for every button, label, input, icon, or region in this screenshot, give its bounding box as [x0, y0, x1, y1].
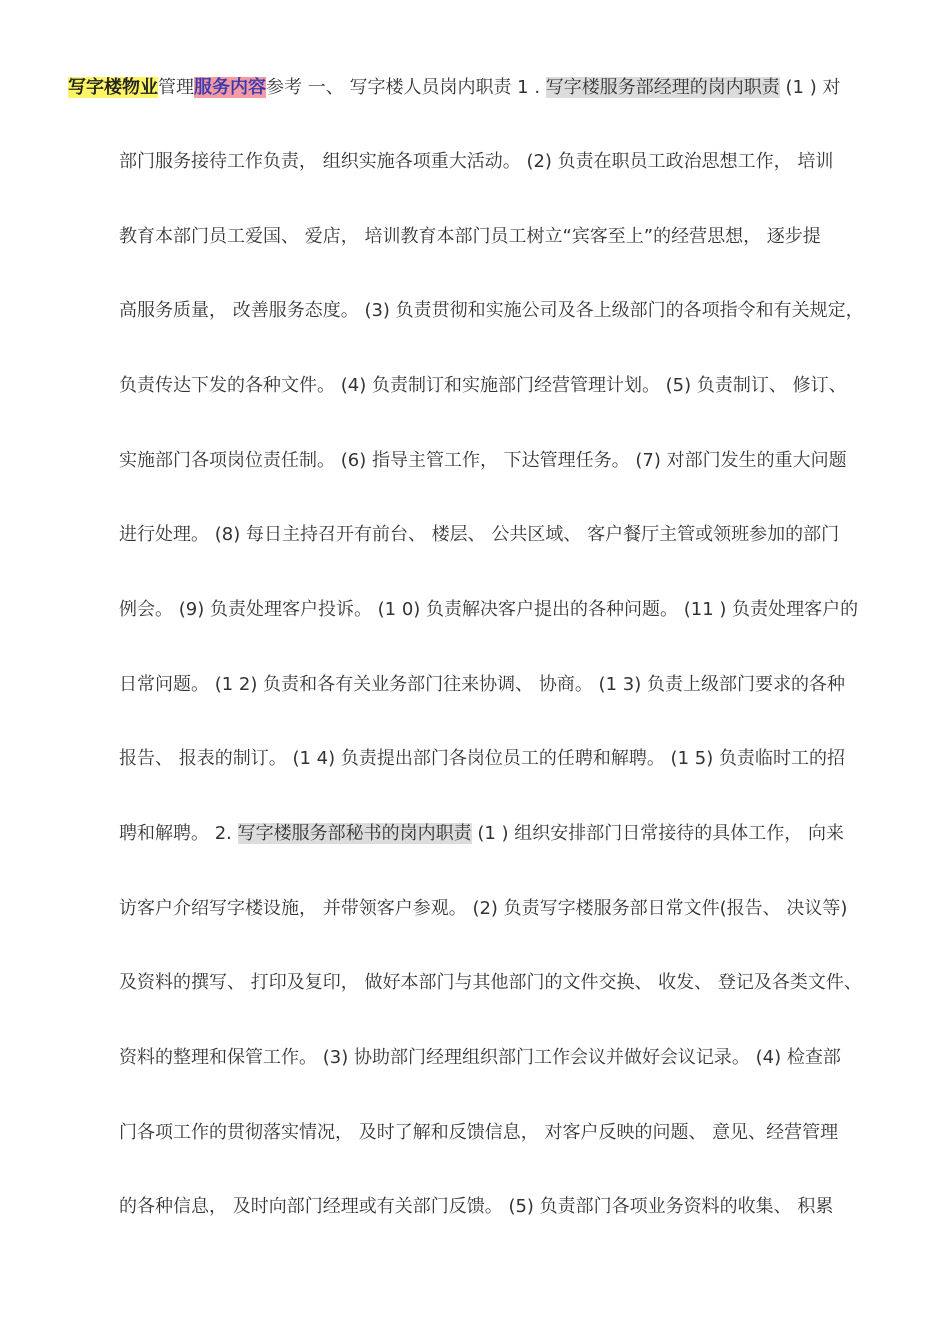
section-heading-secretary-duties: 写字楼服务部秘书的岗内职责 [237, 823, 472, 844]
section-heading-manager-duties: 写字楼服务部经理的岗内职责 [545, 77, 780, 98]
text-line-13: 及资料的撰写、 打印及复印， 做好本部门与其他部门的文件交换、 收发、 登记及各类文件、 [119, 972, 862, 993]
text-line-5: 负责传达下发的各种文件。 (4) 负责制订和实施部门经营管理计划。 (5) 负责制订、 修订、 [119, 375, 847, 396]
text-segment: (1 ) 组织安排部门日常接待的具体工作， 向来 [471, 823, 845, 844]
text-line-6: 实施部门各项岗位责任制。 (6) 指导主管工作， 下达管理任务。 (7) 对部门发生的重大问题 [119, 450, 847, 471]
text-line-12: 访客户介绍写字楼设施， 并带领客户参观。 (2) 负责写字楼服务部日常文件(报告、 决议等) [119, 898, 848, 919]
text-line-14: 资料的整理和保管工作。 (3) 协助部门经理组织部门工作会议并做好会议记录。 (4) 检查部 [119, 1047, 841, 1068]
text-line-16: 的各种信息， 及时向部门经理或有关部门反馈。 (5) 负责部门各项业务资料的收集、 积累 [119, 1196, 834, 1217]
highlight-keyword-service-content: 服务内容 [194, 77, 266, 98]
text-line-3: 教育本部门员工爱国、 爱店， 培训教育本部门员工树立“宾客至上”的经营思想， 逐步提 [119, 226, 821, 247]
text-segment: 管理 [158, 77, 194, 98]
text-line-4: 高服务质量， 改善服务态度。 (3) 负责贯彻和实施公司及各上级部门的各项指令和有关规定， [119, 300, 864, 321]
text-line-1 [68, 75, 840, 101]
text-segment: (1 ) 对 [779, 77, 841, 98]
text-segment: 参考 一、 写字楼人员岗内职责 1 . [266, 77, 546, 98]
text-line-11 [119, 821, 844, 847]
text-line-8: 例会。 (9) 负责处理客户投诉。 (1 0) 负责解决客户提出的各种问题。 (11 ) 负责处理客户的 [119, 599, 859, 620]
text-line-7: 进行处理。 (8) 每日主持召开有前台、 楼层、 公共区域、 客户餐厅主管或领班参加的部门 [119, 524, 840, 545]
text-line-9: 日常问题。 (1 2) 负责和各有关业务部门往来协调、 协商。 (1 3) 负责上级部门要求的各种 [119, 674, 845, 695]
text-line-15: 门各项工作的贯彻落实情况， 及时了解和反馈信息， 对客户反映的问题、 意见、经营管理 [119, 1122, 839, 1143]
text-segment: 聘和解聘。 2. [119, 823, 238, 844]
highlight-keyword-office-property: 写字楼物业 [68, 77, 158, 98]
text-line-2: 部门服务接待工作负责， 组织实施各项重大活动。 (2) 负责在职员工政治思想工作， 培训 [119, 151, 834, 172]
text-line-10: 报告、 报表的制订。 (1 4) 负责提出部门各岗位员工的任聘和解聘。 (1 5) 负责临时工的招 [119, 748, 845, 769]
